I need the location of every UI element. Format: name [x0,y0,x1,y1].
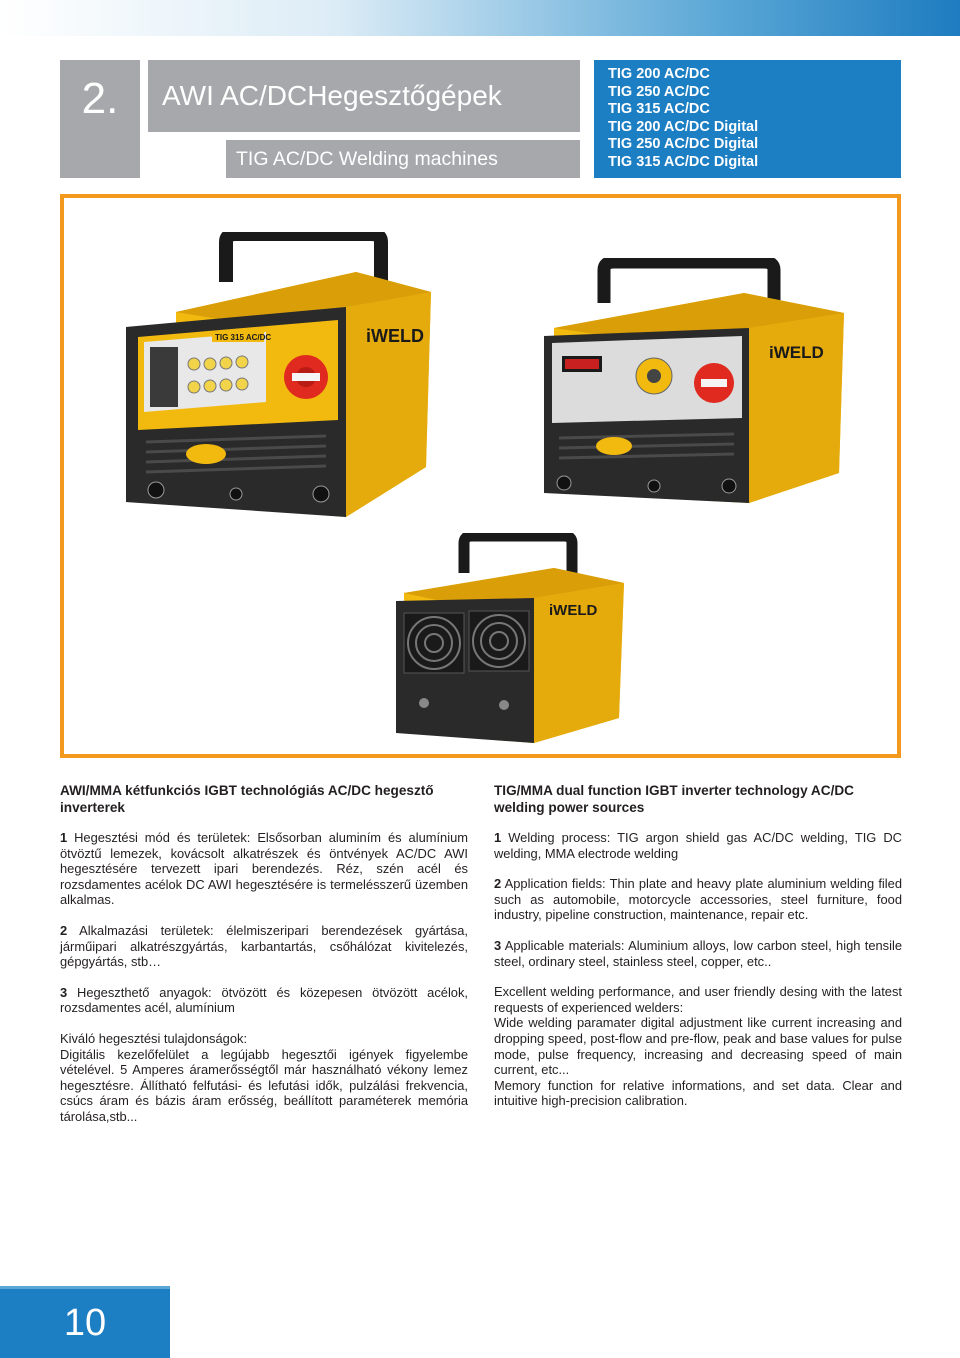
hungarian-paragraph-4: Kiváló hegesztési tulajdonságok: [60,1030,248,1046]
model-item: TIG 200 AC/DC Digital [608,118,759,135]
english-paragraph-4: Excellent welding performance, and user friendly desing with the latest requests of experienced welders: [494,984,902,1015]
model-item: TIG 250 AC/DC Digital [608,136,759,153]
page-subtitle: TIG AC/DC Welding machines [226,140,580,178]
english-heading: TIG/MMA dual function IGBT inverter technology AC/DC welding power sources [494,783,854,815]
hungarian-paragraph-5: Digitális kezelőfelület a legújabb hegesztői igények figyelembe vételével. 5 Amperes áramerősségtől már használható vékony lemez hegesztésre. Állítható felfutási- és lefutási idők, pulzálási frekvencia, csúcs áram és bázis áram erősség, beállított paraméterek memória tárolása,stb... [60,1046,468,1124]
hungarian-paragraph-3 [60,985,468,1016]
model-item: TIG 315 AC/DC [608,101,710,118]
english-description-column [494,782,902,1124]
paragraph-text: Alkalmazási területek: élelmiszeripari berendezések gyártása, járműipari alkatrészgyártás, karbantartás, csőhálózat kivitelezés, gépgyártás, stb… [60,922,468,970]
hungarian-paragraph-1 [60,830,468,908]
item-number: 3 [60,984,68,1000]
top-gradient-bar [0,0,960,36]
english-paragraph-6: Memory function for relative informations, and set data. Clear and intuitive high-precision calibration. [494,1077,902,1109]
model-list [594,60,901,178]
model-item: TIG 315 AC/DC Digital [608,153,759,170]
paragraph-text: Applicable materials: Aluminium alloys, low carbon steel, high tensile steel, ordinary steel, stainless steel, copper, etc.. [494,937,902,969]
item-number: 1 [494,830,502,845]
hungarian-paragraph-2 [60,923,468,970]
item-number: 2 [60,922,68,938]
page-title: AWI AC/DCHegesztőgépek [148,60,580,132]
welding-machine-digital-image [534,258,854,508]
brand-logo-text: iWELD [366,326,424,346]
welding-machine-tig315-image [116,232,446,522]
brand-logo-text: iWELD [769,343,824,362]
item-number: 3 [494,937,502,953]
paragraph-text: Application fields: Thin plate and heavy plate aluminium welding filed such as automobile, motorcycle accessories, steel furniture, food industry, pipeline construction, maintenance, repair etc. [494,876,902,923]
paragraph-text: Hegeszthető anyagok: ötvözött és közepesen ötvözött acélok, rozsdamentes acél, alumínium [60,984,468,1016]
welding-machine-rear-fans-image [384,533,634,748]
paragraph-text: Welding process: TIG argon shield gas AC/DC welding, TIG DC welding, MMA electrode welding [494,830,902,861]
product-photo-frame [60,194,901,758]
item-number: 1 [60,830,68,845]
chapter-number: 2. [60,60,140,178]
english-paragraph-5: Wide welding paramater digital adjustment like current increasing and dropping speed, post-flow and pre-flow, peak and base values for pulse mode, pulse frequency, increasing and decreasing speed of main current, etc... [494,1015,902,1078]
hungarian-description-column [60,782,468,1140]
model-item: TIG 250 AC/DC [608,83,710,100]
brand-logo-text: iWELD [549,602,598,619]
machine-model-label: TIG 315 AC/DC [215,333,272,342]
english-paragraph-1 [494,830,902,861]
model-item: TIG 200 AC/DC [608,66,710,82]
paragraph-text: Hegesztési mód és területek: Elsősorban aluminím és alumínium ötvöztű lemezek, kovácsolt alkatrészek és öntvények AC/DC AWI hegesztésére tervezett ipari berendezés. Réz, szén acél és rozsdamentes acélok DC AWI hegesztésére is termelésszerű üzemben alkalmas. [60,830,468,908]
hungarian-heading: AWI/MMA kétfunkciós IGBT technológiás AC/DC hegesztő inverterek [60,783,434,815]
page-number: 10 [0,1286,170,1358]
english-paragraph-3 [494,938,902,969]
english-paragraph-2 [494,876,902,923]
item-number: 2 [494,876,502,892]
